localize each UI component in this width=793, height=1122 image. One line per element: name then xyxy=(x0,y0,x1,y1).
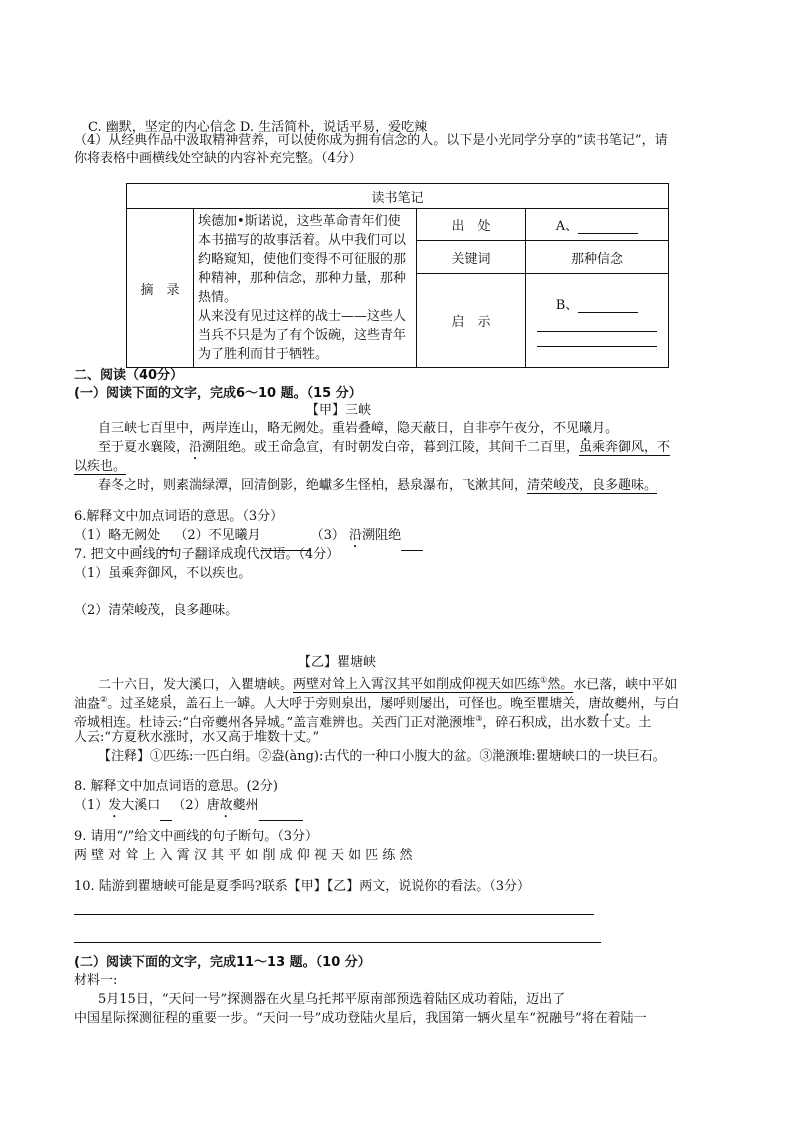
material-1-line-2: 中国星际探测征程的重要一步。“天问一号”成功登陆火星后，我国第一辆火星车“祝融号”将在着陆一 xyxy=(74,1011,647,1026)
yi-line-3: 帝城相连。杜诗云:“白帝夔州各异城。”盖言难辨也。关西门正对滟滪堆③，碎石积成，出水数十丈。土 xyxy=(74,714,652,731)
q10-answer-line-1[interactable] xyxy=(74,914,594,915)
reading-notes-table xyxy=(126,183,669,368)
jia-paragraph-2: 至于夏水襄陵，沿溯阻绝。或王命急宣，有时朝发白帝，暮到江陵，其间千二百里，虽乘奔御风，不 xyxy=(98,440,671,455)
source-answer[interactable]: A、 xyxy=(526,209,669,241)
q7-item-1: （1）虽乘奔御风，不以疾也。 xyxy=(74,566,252,581)
q10-title: 10. 陆游到瞿塘峡可能是夏季吗?联系【甲】【乙】两文，说说你的看法。（3分） xyxy=(74,879,531,894)
jia-paragraph-1: 自三峡七百里中，两岸连山，略无阙处。重岩叠嶂，隐天蔽日，自非亭午夜分，不见曦月。 xyxy=(98,421,619,436)
jia-title: 【甲】三峡 xyxy=(306,403,372,418)
excerpt-text: 埃德加•斯诺说，这些革命青年们使本书描写的故事活着。从中我们可以约略窥知，使他们变得不可征服的那种精神，那种信念，那种力量，那种热情。 从来没有见过这样的战士——这些人当兵不只是为了有个饭碗，这些青年为了胜利而甘于牺牲。 xyxy=(194,209,417,368)
q8-title: 8. 解释文中加点词语的意思。(2分) xyxy=(74,779,278,794)
yi-line-2: 油盎②。过圣姥泉，盖石上一罅。人大呼于旁则泉出，屡呼则屡出，可怪也。晚至瞿塘关，唐故夔州，与白 xyxy=(74,695,680,712)
q6-title: 6.解释文中加点词语的意思。（3分） xyxy=(74,509,284,524)
q7-title: 7. 把文中画线的句子翻译成现代汉语。（4分） xyxy=(74,547,340,562)
jia-paragraph-3: 春冬之时，则素湍绿潭，回清倒影，绝巘多生怪柏，悬泉瀑布，飞漱其间，清荣峻茂，良多趣味。 xyxy=(98,478,658,493)
yi-notes: 【注释】①匹练:一匹白绢。②盎(àng):古代的一种口小腹大的盆。③滟滪堆:瞿塘峡口的一块巨石。 xyxy=(98,749,666,764)
q4-text-line2: 你将表格中画横线处空缺的内容补充完整。（4分） xyxy=(74,151,362,166)
q6-items: （1）略无阙处 （2）不见曦月 （3） 沿溯阻绝 xyxy=(74,526,423,551)
section2-title: 二、阅读（40分） xyxy=(74,368,184,383)
q7-item-2: （2）清荣峻茂，良多趣味。 xyxy=(74,603,239,618)
keyword-label: 关键词 xyxy=(417,241,526,274)
q4-text-line1: （4）从经典作品中汲取精神营养，可以使你成为拥有信念的人。以下是小光同学分享的“读书笔记”，请 xyxy=(74,133,668,148)
jia-paragraph-2-cont: 以疾也。 xyxy=(74,459,127,474)
insight-answer[interactable]: B、 xyxy=(526,274,669,368)
q9-sentence[interactable]: 两 壁 对 耸 上 入 霄 汉 其 平 如 削 成 仰 视 天 如 匹 练 然 xyxy=(74,848,413,863)
part1-title: (一）阅读下面的文字，完成6～10 题。（15 分） xyxy=(74,386,362,401)
source-label: 出 处 xyxy=(417,209,526,241)
keyword-value: 那种信念 xyxy=(526,241,669,274)
excerpt-label: 摘 录 xyxy=(127,209,194,368)
yi-line-1: 二十六日，发大溪口，入瞿塘峡。两壁对耸上入霄汉其平如削成仰视天如匹练①然。水已落，峡中平如 xyxy=(98,676,678,693)
q8-items: （1）发大溪口 （2）唐故夔州 xyxy=(74,796,303,821)
q9-title: 9. 请用“/”给文中画线的句子断句。（3分） xyxy=(74,829,318,844)
part2-title: (二）阅读下面的文字，完成11～13 题。（10 分） xyxy=(74,955,371,970)
material-1-label: 材料一: xyxy=(74,973,118,988)
q3-options: C. 幽默，坚定的内心信念 D. 生活简朴，说话平易，爱吃辣 xyxy=(88,120,428,135)
material-1-line-1: 5月15日，“天问一号”探测器在火星乌托邦平原南部预选着陆区成功着陆，迈出了 xyxy=(98,992,566,1007)
insight-label: 启 示 xyxy=(417,274,526,368)
yi-line-4: 人云:“方夏秋水涨时，水又高于堆数十丈。” xyxy=(74,730,320,745)
table-title: 读书笔记 xyxy=(127,184,669,209)
q10-answer-line-2[interactable] xyxy=(74,942,601,943)
yi-title: 【乙】瞿塘峡 xyxy=(298,655,377,670)
